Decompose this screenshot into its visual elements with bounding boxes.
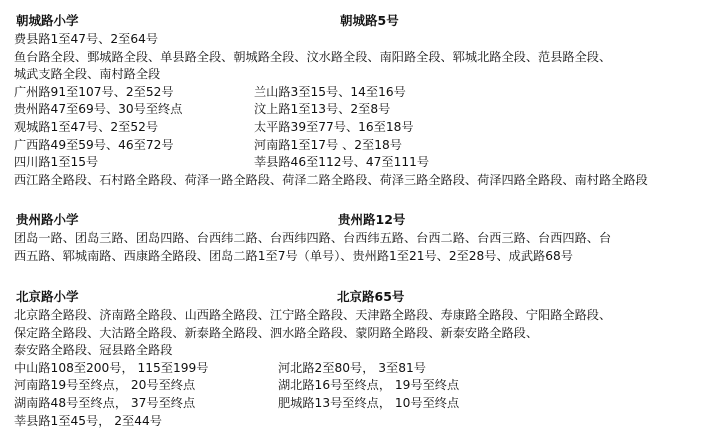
- school-address: 贵州路12号: [338, 212, 406, 227]
- district-line: 团岛一路、团岛三路、团岛四路、台西纬二路、台西纬四路、台西纬五路、台西二路、台西三路、台西四路、台: [14, 231, 612, 245]
- district-text: [14, 307, 704, 430]
- district-pair: [14, 137, 704, 155]
- district-pair: [14, 154, 704, 172]
- section-guizhou: [14, 210, 704, 265]
- district-line: 莘县路1至45号， 2至44号: [14, 413, 162, 428]
- district-pair: [14, 119, 704, 137]
- district-right: 兰山路3至15号、14至16号: [254, 84, 406, 99]
- district-left: 四川路1至15号: [14, 155, 99, 170]
- district-right: 汶上路1至13号、2至8号: [254, 102, 391, 117]
- district-line: 保定路全路段、大沽路全路段、新泰路全路段、泗水路全路段、蒙阴路全路段、新泰安路全路段、: [14, 325, 539, 340]
- school-address: 朝城路5号: [340, 13, 399, 28]
- district-right: 湖北路16号至终点， 19号至终点: [278, 378, 460, 393]
- district-pair: [14, 101, 704, 119]
- district-text: [14, 230, 704, 265]
- district-right: 河北路2至80号， 3至81号: [278, 360, 426, 375]
- school-address: 北京路65号: [337, 289, 405, 304]
- district-line: 费县路1至47号、2至64号: [14, 32, 159, 46]
- section-header: [14, 210, 704, 230]
- district-left: 中山路108至200号， 115至199号: [14, 360, 209, 375]
- school-name: 北京路小学: [16, 289, 79, 304]
- district-left: 湖南路48号至终点， 37号至终点: [14, 395, 196, 410]
- district-line: 西五路、郓城南路、西康路全路段、团岛二路1至7号（单号）、贵州路1至21号、2至28号、成武路68号: [14, 248, 573, 263]
- district-left: 观城路1至47号、2至52号: [14, 119, 159, 134]
- district-line: 西江路全路段、石村路全路段、荷泽一路全路段、荷泽二路全路段、荷泽三路全路段、荷泽四路全路段、南村路全路段: [14, 172, 648, 187]
- district-right: 河南路1至17号 、2至18号: [254, 137, 402, 152]
- district-pair: [14, 84, 704, 102]
- district-text: [14, 31, 704, 189]
- section-chaocheng: [14, 11, 704, 189]
- school-name: 贵州路小学: [16, 212, 79, 227]
- district-line: 鱼台路全段、鄄城路全段、单县路全段、朝城路全段、汶水路全段、南阳路全段、郓城北路全段、范县路全段、: [14, 49, 612, 64]
- district-line: 城武支路全段、南村路全段: [14, 67, 161, 82]
- district-pair: [14, 395, 704, 413]
- district-right: 太平路39至77号、16至18号: [254, 119, 414, 134]
- district-left: 广西路49至59号、46至72号: [14, 137, 174, 152]
- section-beijing: [14, 287, 704, 430]
- district-line: 北京路全路段、济南路全路段、山西路全路段、江宁路全路段、天津路全路段、寿康路全路段、宁阳路全路段、: [14, 308, 612, 322]
- district-left: 贵州路47至69号、30号至终点: [14, 102, 183, 117]
- district-right: 莘县路46至112号、47至111号: [254, 155, 430, 170]
- school-name: 朝城路小学: [16, 13, 79, 28]
- district-pair: [14, 360, 704, 378]
- district-left: 河南路19号至终点， 20号至终点: [14, 378, 196, 393]
- section-header: [14, 11, 704, 31]
- section-header: [14, 287, 704, 307]
- district-left: 广州路91至107号、2至52号: [14, 84, 174, 99]
- district-right: 肥城路13号至终点， 10号至终点: [278, 395, 460, 410]
- district-pair: [14, 377, 704, 395]
- district-line: 泰安路全路段、冠县路全路段: [14, 343, 173, 358]
